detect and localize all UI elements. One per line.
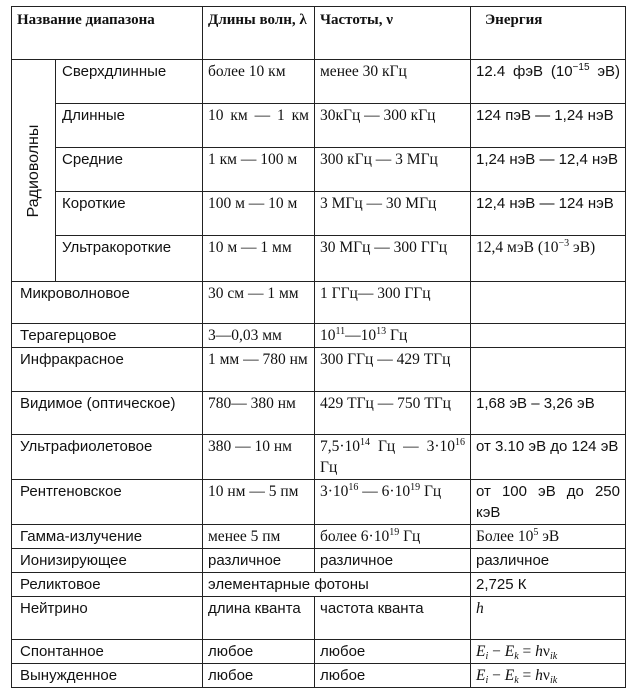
row-name: Вынужденное bbox=[12, 664, 203, 688]
row-energy: 12.4 фэВ ($10^{-15}$ эВ) bbox=[471, 60, 626, 104]
table-row bbox=[12, 236, 626, 282]
header-frequency: Частоты, ν bbox=[315, 7, 471, 60]
table-row bbox=[12, 597, 626, 640]
row-energy: $E_i - E_k = h\nu_{ik}$ bbox=[471, 640, 626, 664]
header-name: Название диапазона bbox=[12, 7, 203, 60]
row-length: любое bbox=[203, 664, 315, 688]
row-energy: 124 пэВ — 1,24 нэВ bbox=[471, 104, 626, 148]
row-energy: 12,4 нэВ — 124 нэВ bbox=[471, 192, 626, 236]
row-name: Длинные bbox=[56, 104, 203, 148]
row-energy: 2,725 К bbox=[471, 573, 626, 597]
row-name: Ионизирующее bbox=[12, 549, 203, 573]
row-energy: 1,68 эВ – 3,26 эВ bbox=[471, 392, 626, 435]
row-frequency: $10^{11}—10^{13}$ Гц bbox=[315, 324, 471, 348]
table-row bbox=[12, 525, 626, 549]
table-row bbox=[12, 60, 626, 104]
row-name: Терагерцовое bbox=[12, 324, 203, 348]
row-name: Рентгеновское bbox=[12, 480, 203, 525]
row-energy: Более $10^5$ эВ bbox=[471, 525, 626, 549]
row-name: Спонтанное bbox=[12, 640, 203, 664]
table-row bbox=[12, 324, 626, 348]
row-length: 380 — 10 нм bbox=[203, 435, 315, 480]
row-length: различное bbox=[203, 549, 315, 573]
header-energy: Энергия bbox=[471, 7, 626, 60]
row-length: более 10 км bbox=[203, 60, 315, 104]
row-length: 3—0,03 мм bbox=[203, 324, 315, 348]
row-name: Микроволновое bbox=[12, 282, 203, 324]
row-length: 1 мм — 780 нм bbox=[203, 348, 315, 392]
table-row bbox=[12, 282, 626, 324]
row-length: 100 м — 10 м bbox=[203, 192, 315, 236]
row-frequency: любое bbox=[315, 640, 471, 664]
row-frequency: различное bbox=[315, 549, 471, 573]
row-length: 10 км — 1 км bbox=[203, 104, 315, 148]
row-length: длина кванта bbox=[203, 597, 315, 640]
row-frequency: частота кванта bbox=[315, 597, 471, 640]
row-name: Гамма-излучение bbox=[12, 525, 203, 549]
row-energy: различное bbox=[471, 549, 626, 573]
row-name: Сверхдлинные bbox=[56, 60, 203, 104]
row-energy: 12,4 мэВ ($10^{-3}$ эВ) bbox=[471, 236, 626, 282]
row-name: Нейтрино bbox=[12, 597, 203, 640]
table-row bbox=[12, 480, 626, 525]
table-row bbox=[12, 104, 626, 148]
row-frequency: $7,5\cdot 10^{14}$ Гц — $3\cdot 10^{16}$ Гц bbox=[315, 435, 471, 480]
row-frequency: менее 30 кГц bbox=[315, 60, 471, 104]
row-energy: от 100 эВ до 250 кэВ bbox=[471, 480, 626, 525]
header-length: Длины волн, λ bbox=[203, 7, 315, 60]
row-frequency: любое bbox=[315, 664, 471, 688]
table-row bbox=[12, 148, 626, 192]
table-row bbox=[12, 192, 626, 236]
row-length: 10 м — 1 мм bbox=[203, 236, 315, 282]
row-energy: 1,24 нэВ — 12,4 нэВ bbox=[471, 148, 626, 192]
row-length: менее 5 пм bbox=[203, 525, 315, 549]
row-frequency: 300 ГГц — 429 ТГц bbox=[315, 348, 471, 392]
table-row bbox=[12, 435, 626, 480]
row-frequency: 3 МГц — 30 МГц bbox=[315, 192, 471, 236]
row-frequency: более $6\cdot 10^{19}$ Гц bbox=[315, 525, 471, 549]
row-length: 1 км — 100 м bbox=[203, 148, 315, 192]
row-energy: от 3.10 эВ до 124 эВ bbox=[471, 435, 626, 480]
table-row bbox=[12, 392, 626, 435]
table-row bbox=[12, 549, 626, 573]
table-row bbox=[12, 573, 626, 597]
header-row bbox=[12, 7, 626, 60]
row-energy bbox=[471, 324, 626, 348]
row-frequency: 1 ГГц— 300 ГГц bbox=[315, 282, 471, 324]
row-frequency: 30 МГц — 300 ГГц bbox=[315, 236, 471, 282]
row-energy bbox=[471, 282, 626, 324]
row-length: элементарные фотоны bbox=[203, 573, 471, 597]
row-energy: h bbox=[471, 597, 626, 640]
row-name: Ультрафиолетовое bbox=[12, 435, 203, 480]
row-name: Видимое (оптическое) bbox=[12, 392, 203, 435]
row-name: Ультракороткие bbox=[56, 236, 203, 282]
table-row bbox=[12, 348, 626, 392]
row-name: Инфракрасное bbox=[12, 348, 203, 392]
row-frequency: $3\cdot 10^{16}$ — $6\cdot 10^{19}$ Гц bbox=[315, 480, 471, 525]
row-length: любое bbox=[203, 640, 315, 664]
spectrum-table bbox=[11, 6, 626, 688]
table-row bbox=[12, 640, 626, 664]
row-length: 780— 380 нм bbox=[203, 392, 315, 435]
row-frequency: 30кГц — 300 кГц bbox=[315, 104, 471, 148]
radio-group-label: Радиоволны bbox=[12, 60, 56, 282]
table-row bbox=[12, 664, 626, 688]
row-length: 10 нм — 5 пм bbox=[203, 480, 315, 525]
row-name: Короткие bbox=[56, 192, 203, 236]
row-energy bbox=[471, 348, 626, 392]
row-name: Реликтовое bbox=[12, 573, 203, 597]
row-frequency: 429 ТГц — 750 ТГц bbox=[315, 392, 471, 435]
row-energy: $E_i - E_k = h\nu_{ik}$ bbox=[471, 664, 626, 688]
row-frequency: 300 кГц — 3 МГц bbox=[315, 148, 471, 192]
row-length: 30 см — 1 мм bbox=[203, 282, 315, 324]
row-name: Средние bbox=[56, 148, 203, 192]
